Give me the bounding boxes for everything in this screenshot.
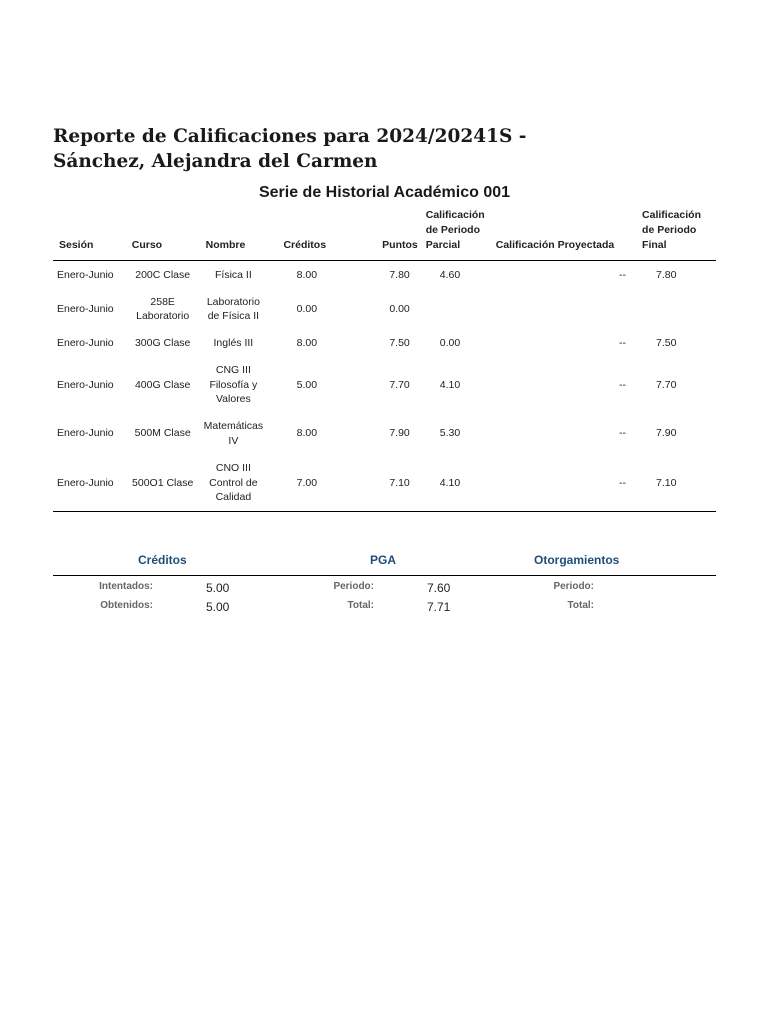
cell-credits: 0.00: [296, 302, 318, 315]
cell-final: 7.10: [636, 455, 716, 512]
cell-points: 7.50: [389, 337, 410, 350]
cell-projected: --: [490, 455, 636, 512]
credits-attempted-label: Intentados:: [99, 581, 153, 592]
cell-name: Laboratorio de Física II: [206, 295, 260, 322]
summary-row-2: [53, 600, 716, 619]
cell-course: 400G Clase: [134, 378, 191, 391]
summary-gpa-heading: PGA: [370, 553, 397, 567]
gpa-total-label: Total:: [347, 600, 374, 611]
header-partial-line3: Parcial: [425, 239, 461, 251]
cell-session: Enero-Junio: [57, 302, 114, 315]
awards-total-label: Total:: [567, 600, 594, 611]
cell-final: [636, 289, 716, 330]
cell-course: 258E Laboratorio: [136, 295, 190, 322]
table-row: [53, 261, 716, 289]
report-title-line2: Sánchez, Alejandra del Carmen: [53, 151, 378, 172]
cell-session: Enero-Junio: [57, 427, 114, 440]
cell-course: 200C Clase: [135, 268, 191, 281]
cell-final: 7.70: [656, 378, 677, 391]
cell-projected: --: [619, 378, 627, 391]
header-projected: Calificación Proyectada: [490, 208, 636, 261]
cell-credits: 7.00: [267, 455, 344, 512]
cell-partial: 4.10: [420, 455, 490, 512]
credits-earned-label: Obtenidos:: [100, 600, 153, 611]
header-session: Sesión: [53, 208, 126, 261]
header-credits: Créditos: [267, 208, 344, 261]
cell-course: 500O1 Clase: [126, 455, 200, 512]
series-title: Serie de Historial Académico 001: [258, 184, 511, 201]
header-points: Puntos: [344, 208, 420, 261]
credits-earned-value: 5.00: [206, 600, 230, 614]
table-row: [53, 289, 716, 330]
header-partial-line1: Calificación: [425, 209, 485, 221]
cell-course: 500M Clase: [134, 427, 191, 440]
cell-name: Matemáticas IV: [203, 420, 264, 447]
summary-row-1: [53, 581, 716, 600]
table-header-row: [53, 208, 716, 261]
table-row: [53, 455, 716, 512]
cell-name: CNO III Control de Calidad: [200, 455, 268, 512]
report-title-line1: Reporte de Calificaciones para 2024/20241S -: [53, 126, 527, 147]
cell-credits: 8.00: [296, 268, 318, 281]
cell-partial: 0.00: [439, 337, 461, 350]
cell-points: 7.70: [389, 378, 410, 391]
cell-session: Enero-Junio: [57, 337, 114, 350]
summary-header: [53, 552, 716, 576]
summary-credits-heading: Créditos: [138, 553, 187, 567]
header-course: Curso: [126, 208, 200, 261]
cell-credits: 8.00: [296, 427, 318, 440]
cell-points: 7.80: [389, 268, 410, 281]
cell-session: Enero-Junio: [57, 268, 114, 281]
cell-course: 300G Clase: [134, 337, 191, 350]
header-final-line1: Calificación: [642, 209, 701, 221]
cell-name: Física II: [214, 268, 252, 281]
header-name: Nombre: [200, 208, 268, 261]
gpa-period-label: Periodo:: [333, 581, 374, 592]
header-partial-line2: de Periodo: [425, 224, 481, 236]
awards-period-label: Periodo:: [553, 581, 594, 592]
header-partial: [420, 208, 490, 261]
cell-credits: 8.00: [296, 337, 318, 350]
cell-session: Enero-Junio: [57, 378, 114, 391]
table-row: [53, 330, 716, 358]
header-final-line3: Final: [642, 239, 667, 251]
cell-session: Enero-Junio: [53, 455, 126, 512]
cell-projected: --: [619, 337, 627, 350]
cell-final: 7.50: [656, 337, 677, 350]
cell-credits: 5.00: [296, 378, 318, 391]
report-title: [53, 124, 733, 174]
header-final-line2: de Periodo: [642, 224, 697, 236]
credits-attempted-value: 5.00: [206, 581, 230, 595]
cell-partial: 4.10: [439, 378, 461, 391]
gpa-total-value: 7.71: [427, 600, 451, 614]
cell-projected: --: [619, 268, 627, 281]
cell-projected: --: [619, 427, 627, 440]
cell-points: 7.10: [344, 455, 420, 512]
cell-final: 7.90: [656, 427, 677, 440]
summary-awards-heading: Otorgamientos: [534, 553, 620, 567]
gpa-period-value: 7.60: [427, 581, 451, 595]
cell-points: 0.00: [389, 302, 410, 315]
cell-final: 7.80: [656, 268, 677, 281]
cell-points: 7.90: [389, 427, 410, 440]
cell-name: Inglés III: [213, 337, 254, 350]
grades-table: [53, 208, 716, 512]
cell-partial: 4.60: [439, 268, 461, 281]
cell-partial: [420, 289, 490, 330]
cell-name: CNG III Filosofía y Valores: [209, 364, 258, 406]
cell-partial: 5.30: [439, 427, 461, 440]
table-row: [53, 358, 716, 413]
cell-projected: [490, 289, 636, 330]
table-row: [53, 413, 716, 455]
header-final: [636, 208, 716, 261]
